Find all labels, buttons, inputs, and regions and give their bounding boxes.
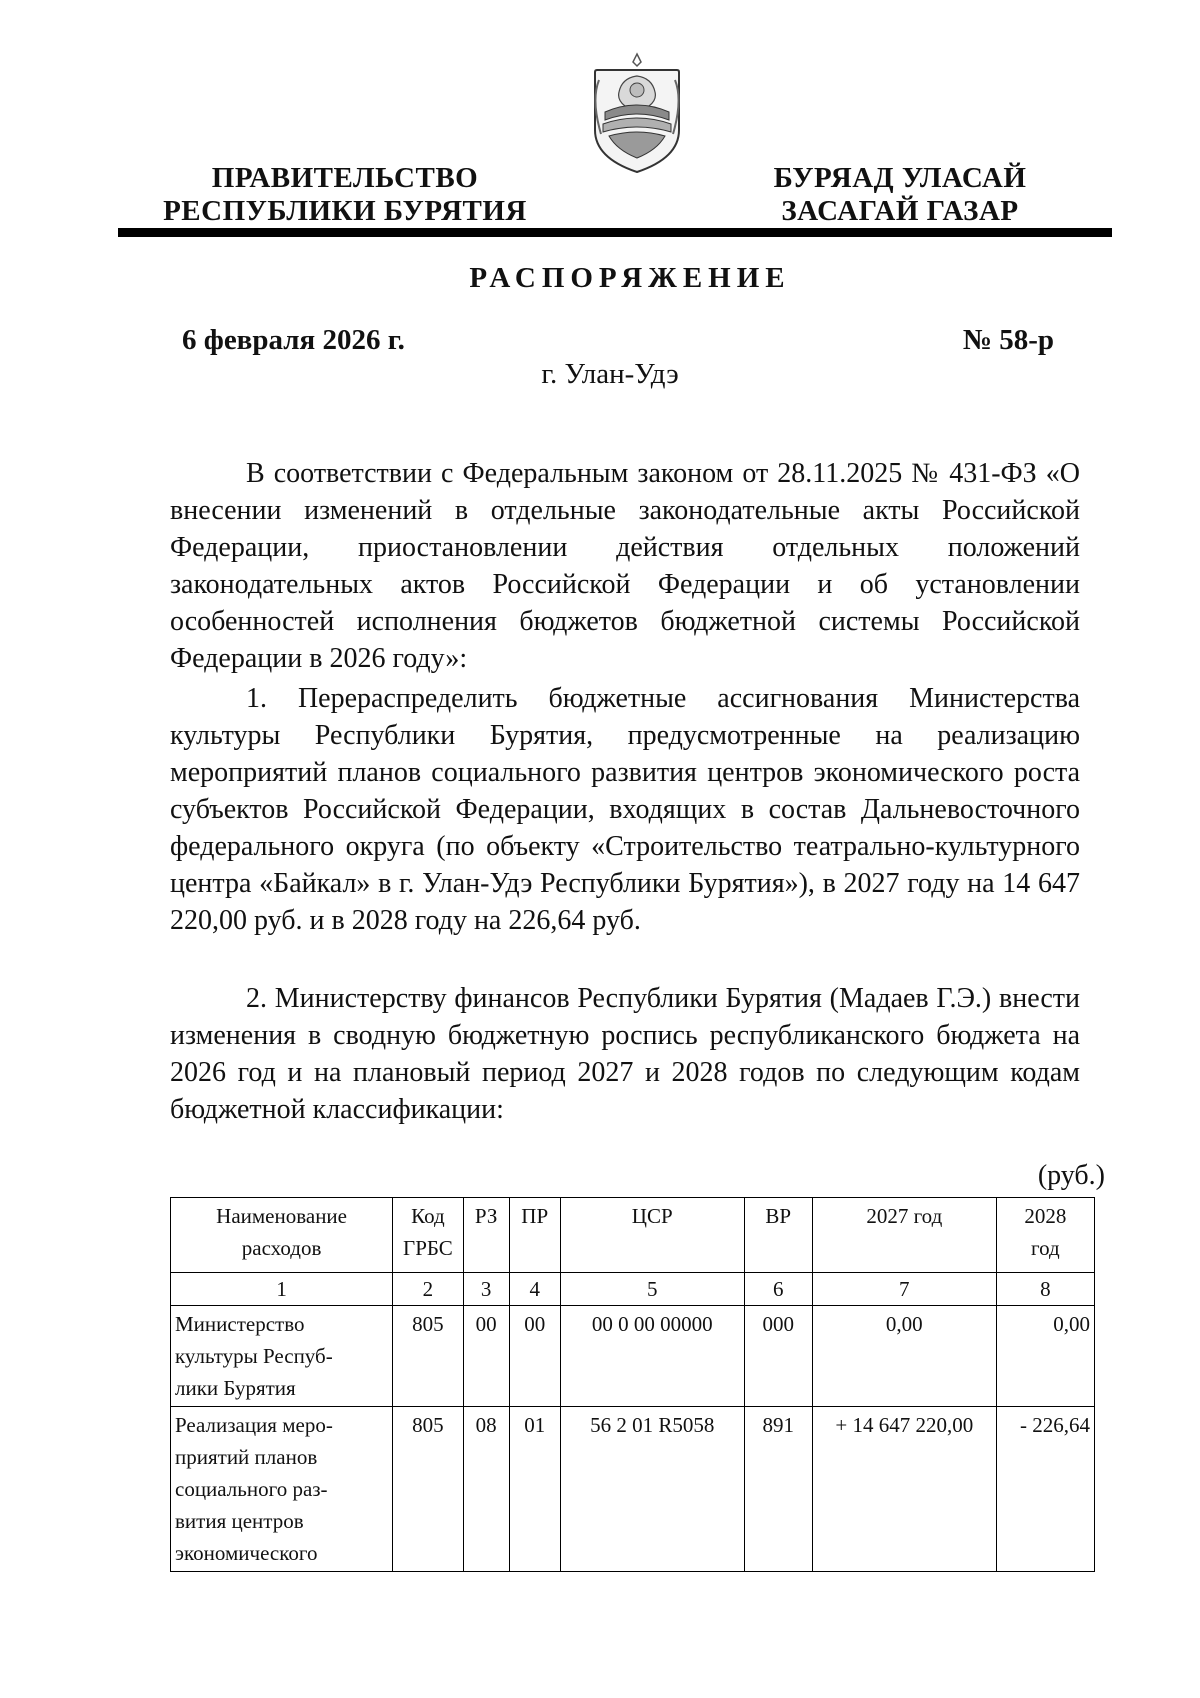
preamble-paragraph: В соответствии с Федеральным законом от 28.11.2025 № 431-ФЗ «О внесении изменений в отдельные законодательные акты Российской Федерации, приостановлении действия отдельных положений законодательных актов Российской Федерации и об установлении особенностей исполнения бюджетов бюджетной системы Российской Федерации в 2026 году»:: [170, 458, 1080, 674]
row-grbs: 805: [393, 1306, 464, 1407]
table-row: [171, 1306, 1095, 1407]
item-1-paragraph: 1. Перераспределить бюджетные ассигнования Министерства культуры Республики Бурятия, предусмотренные на реализацию мероприятий планов социального развития центров экономического роста субъектов Российской Федерации, входящих в состав Дальневосточного федерального округа (по объекту «Строительство театрально-культурного центра «Байкал» в г. Улан-Удэ Республики Бурятия»), в 2027 году на 14 647 220,00 руб. и в 2028 году на 226,64 руб.: [170, 683, 1080, 936]
table-unit-label: (руб.): [1037, 1160, 1105, 1191]
header-left-line1: ПРАВИТЕЛЬСТВО: [211, 162, 479, 194]
header-2028: 2028 год: [996, 1198, 1094, 1273]
row-name: Министерство культуры Респуб- лики Бурятия: [171, 1306, 393, 1407]
coat-of-arms-emblem: [587, 50, 687, 175]
row-2028: - 226,64: [996, 1407, 1094, 1572]
document-city: г. Улан-Удэ: [541, 358, 679, 390]
header-right-line2: ЗАСАГАЙ ГАЗАР: [781, 195, 1019, 227]
document-date: 6 февраля 2026 г.: [182, 324, 405, 356]
row-pr: 01: [509, 1407, 560, 1572]
row-csr: 00 0 00 00000: [560, 1306, 744, 1407]
header-left-line2: РЕСПУБЛИКИ БУРЯТИЯ: [163, 195, 527, 227]
row-csr: 56 2 01 R5058: [560, 1407, 744, 1572]
table-row: [171, 1407, 1095, 1572]
column-number-row: [171, 1273, 1095, 1306]
row-2027: + 14 647 220,00: [812, 1407, 996, 1572]
item-2-paragraph: 2. Министерству финансов Республики Бурятия (Мадаев Г.Э.) внести изменения в сводную бюджетную роспись республиканского бюджета на 2026 год и на плановый период 2027 и 2028 годов по следующим кодам бюджетной классификации:: [170, 983, 1080, 1125]
government-name-russian: [160, 162, 530, 228]
column-number: 2: [393, 1273, 464, 1306]
column-number: 4: [509, 1273, 560, 1306]
row-2028: 0,00: [996, 1306, 1094, 1407]
column-number: 1: [171, 1273, 393, 1306]
budget-table: [170, 1197, 1095, 1572]
header-name: Наименование расходов: [171, 1198, 393, 1273]
header-2027: 2027 год: [812, 1198, 996, 1273]
header-vr: ВР: [744, 1198, 812, 1273]
header-right-line1: БУРЯАД УЛАСАЙ: [773, 162, 1027, 194]
column-number: 6: [744, 1273, 812, 1306]
column-number: 3: [463, 1273, 509, 1306]
header-grbs: Код ГРБС: [393, 1198, 464, 1273]
header-divider: [118, 228, 1112, 237]
header-rz: РЗ: [463, 1198, 509, 1273]
row-2027: 0,00: [812, 1306, 996, 1407]
row-vr: 891: [744, 1407, 812, 1572]
header-pr: ПР: [509, 1198, 560, 1273]
column-number: 5: [560, 1273, 744, 1306]
column-number: 7: [812, 1273, 996, 1306]
table-header-row: [171, 1198, 1095, 1273]
row-grbs: 805: [393, 1407, 464, 1572]
header-csr: ЦСР: [560, 1198, 744, 1273]
row-pr: 00: [509, 1306, 560, 1407]
document-title: РАСПОРЯЖЕНИЕ: [469, 262, 791, 294]
row-rz: 08: [463, 1407, 509, 1572]
column-number: 8: [996, 1273, 1094, 1306]
row-vr: 000: [744, 1306, 812, 1407]
row-name: Реализация меро- приятий планов социального раз- вития центров экономического: [171, 1407, 393, 1572]
document-number: № 58-р: [962, 324, 1054, 356]
government-name-buryat: [755, 162, 1045, 228]
row-rz: 00: [463, 1306, 509, 1407]
